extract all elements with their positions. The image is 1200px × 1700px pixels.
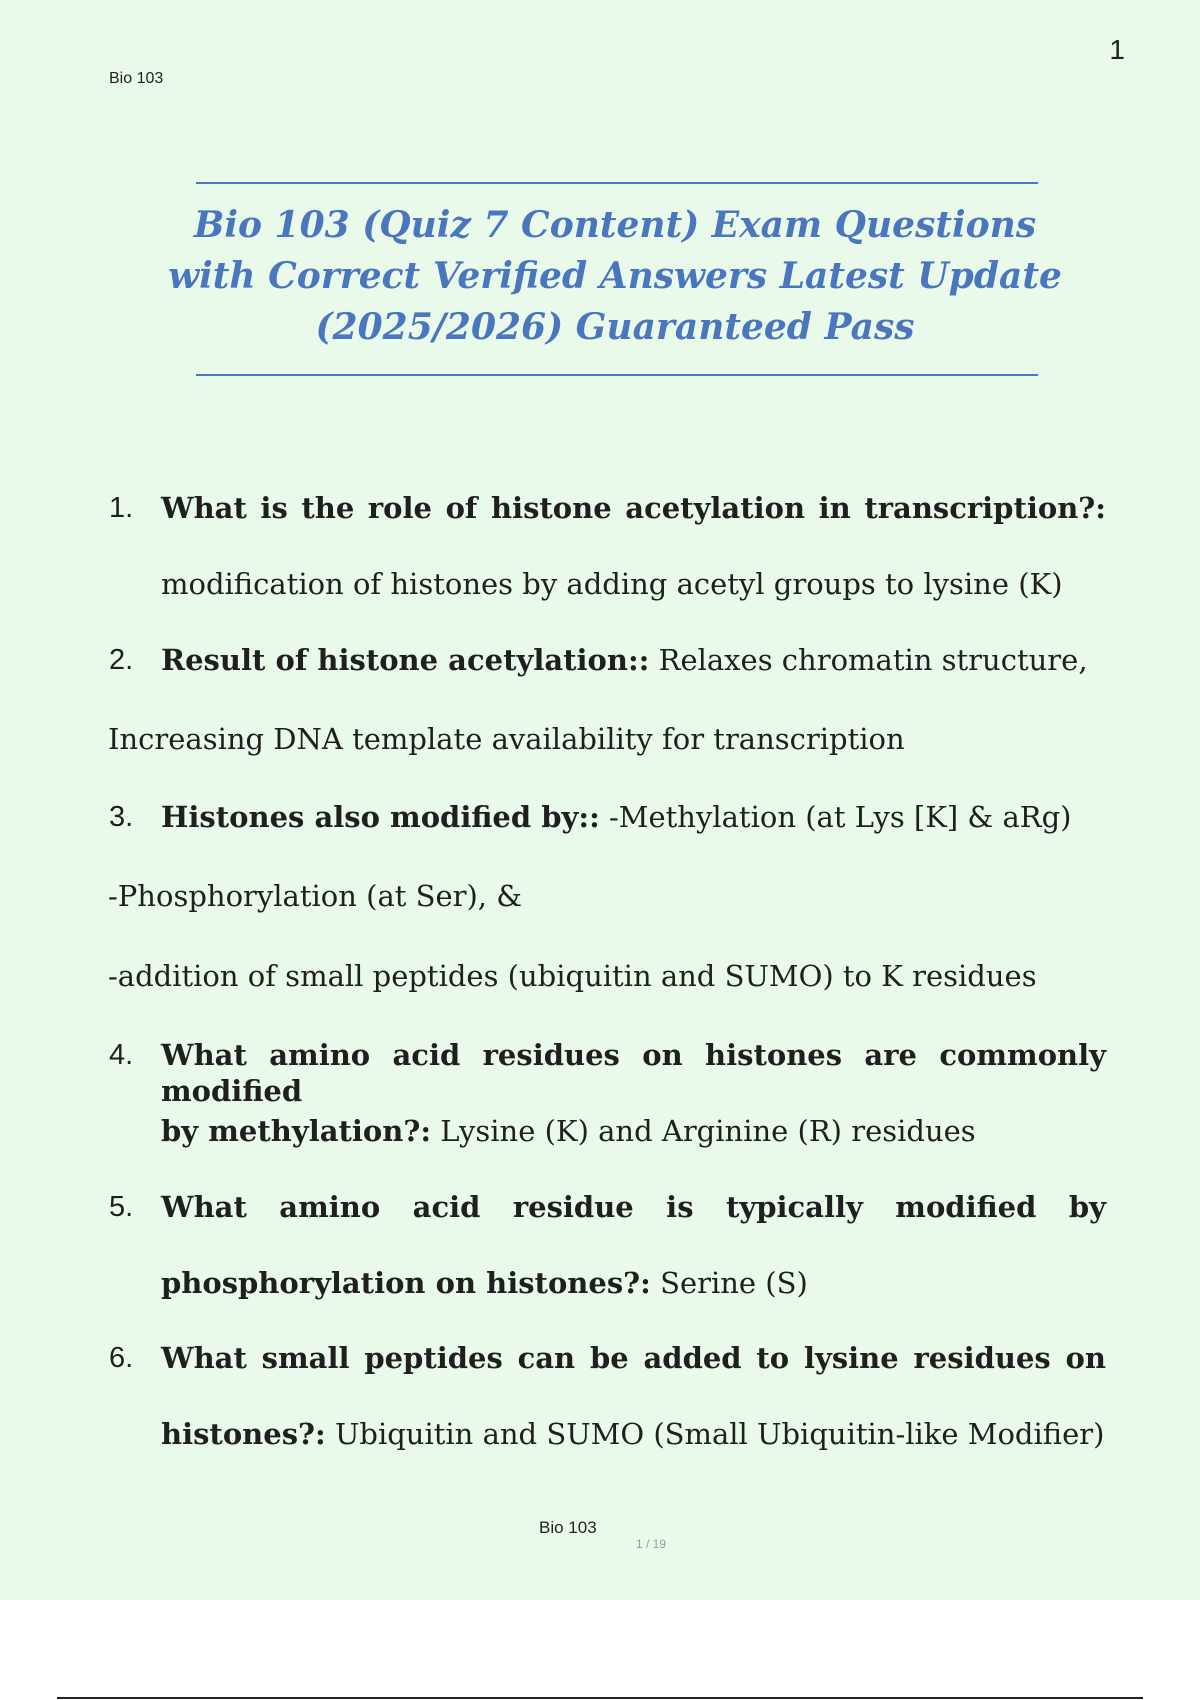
item-number: 5.: [109, 1191, 134, 1223]
document-page: Bio 103 1 Bio 103 (Quiz 7 Content) Exam Questions with Correct Verified Answers Latest Update (2025/2026) Guaranteed Pass 1. What is the role of histone acetylation in transcription?: modification of histones by adding acetyl groups to lysine (K) 2. Result of histone acetylation:: Relaxes chromatin structure, Increasing DNA template availability for transcription 3. Histones also modified by:: -Methylation (at Lys [K] & aRg) -Phosphorylation (at Ser), & -addition of small peptides (ubiquitin and SUMO) to K residues 4. What amino acid residues on histones are commonly modified by methylation?: Lysine (K) and Arginine (R) residues 5. What amino acid residue is typically modified by phosphorylation on histones?: Serine (S) 6. What small peptides can be added to lysine residues on histones?: Ubiquitin and SUMO (Small Ubiquitin-like Modifier) Bio 103 1 / 19: [0, 0, 1200, 1600]
title-top-rule: [196, 182, 1038, 184]
document-title: Bio 103 (Quiz 7 Content) Exam Questions with Correct Verified Answers Latest Update (2025/2026) Guaranteed Pass: [168, 204, 1062, 348]
answer-text: -Methylation (at Lys [K] & aRg): [599, 800, 1072, 834]
answer-text: Relaxes chromatin structure,: [649, 643, 1088, 677]
item-number: 6.: [109, 1342, 134, 1374]
item-number: 3.: [109, 801, 134, 833]
next-page-rule: [57, 1697, 1143, 1699]
item-number: 4.: [109, 1039, 134, 1071]
question-text: What small peptides can be added to lysine residues on: [161, 1341, 1106, 1375]
question-text: histones?:: [161, 1417, 326, 1451]
question-text: What amino acid residues on histones are commonly modified: [161, 1038, 1106, 1108]
question-text: Histones also modified by::: [161, 800, 600, 834]
question-text: What amino acid residue is typically modified by: [161, 1190, 1106, 1224]
answer-text: Lysine (K) and Arginine (R) residues: [431, 1114, 976, 1148]
question-text: Result of histone acetylation::: [161, 643, 650, 677]
item-number: 2.: [109, 644, 134, 676]
running-footer: Bio 103: [539, 1518, 597, 1537]
question-text: What is the role of histone acetylation in transcription?:: [161, 491, 1106, 525]
item-number: 1.: [109, 492, 134, 524]
footer-page-counter: 1 / 19: [636, 1537, 667, 1551]
question-text: phosphorylation on histones?:: [161, 1266, 651, 1300]
question-text: by methylation?:: [161, 1114, 432, 1148]
title-bottom-rule: [196, 374, 1038, 376]
answer-text: Ubiquitin and SUMO (Small Ubiquitin-like Modifier): [325, 1417, 1105, 1451]
running-header: Bio 103: [109, 70, 164, 87]
page-number: 1: [1109, 34, 1125, 65]
answer-text: Serine (S): [650, 1266, 808, 1300]
